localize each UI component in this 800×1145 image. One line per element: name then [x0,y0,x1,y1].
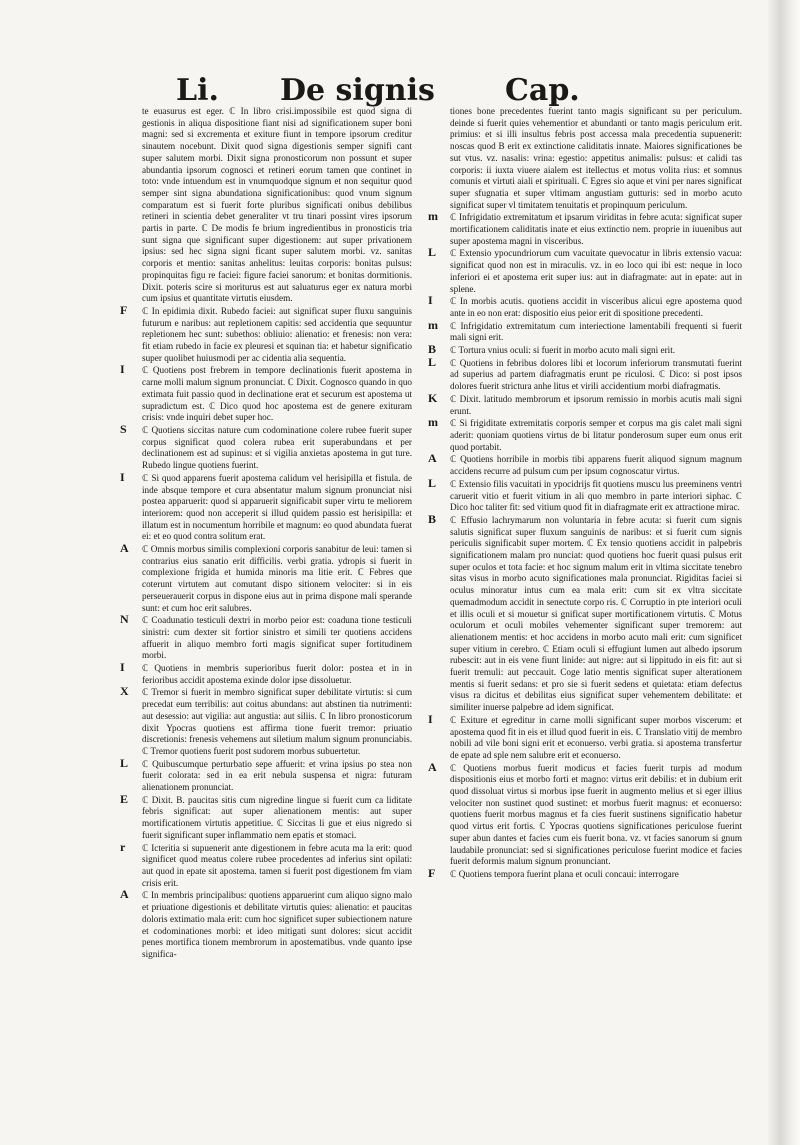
left-text-column [120,106,412,962]
header-chapter: Cap. [505,73,580,108]
paragraph-text: ℂ Tortura vnius oculi: si fuerit in morbo acuto mali signi erit. [450,345,676,356]
paragraph [142,106,412,305]
paragraph [428,317,742,344]
paragraph-text: ℂ Quotiens tempora fuerint plana et oculi concaui: interrogare [450,869,679,879]
margin-marker: r [120,839,126,854]
paragraph-text: ℂ Effusio lachrymarum non voluntaria in febre acuta: si fuerit cum signis salutis significat super fluxum sanguinis de naribus: et si fuerit cum signis periculis significabit super mortem. ℂ Ex tensio quotiens accidit in palpebris significationem malam pro nunciat: quod quotiens hoc fuerit quasi pulsus erit super oculos et tota facie: et hoc signum malum erit in vltima siccitate tenebro sitas visus in morbo acuto significationes mala pronunciat. Rigiditas faciei si oculus minoratur intus cum ea mala erit: cum sit ex vltra siccitate quemadmodum accidit in senectute corpo ris. ℂ Corruptio in pte interiori oculi et illis oculi et si mouetur si gnificat super mortificationem virtutis. ℂ Motus oculorum et oculi mobiles vehementer significant super tremorem: aut alienationem mentis: et hoc accidens in morbo acuto mali erit: cum significet super vitium in cerebro. ℂ Etiam oculi si effugiunt lumen aut albedo ipsorum rubescit: aut in eis vene fiunt linide: aut nigre: aut si lippitudo in eis fit: aut si fuerit tremuli: aut peccauit. Coge latio mentis significat super alterationem mentis si fuerit sedans: et pro sie si fuerit sedens et quietata: etiam defectus visus ra dicitus et debilitas eius significat super vehementem debilitate: et similiter inuerse palpebre ad idem significat. [450,514,742,713]
paragraph [428,475,742,514]
margin-marker: m [428,415,438,430]
right-text-column [428,106,742,882]
margin-marker: E [120,791,129,806]
paragraph-text: ℂ Dixit. latitudo membrorum et ipsorum remissio in morbis acutis mali signi erunt. [450,393,742,416]
margin-marker: I [120,362,125,377]
paragraph-text: ℂ Omnis morbus similis complexioni corporis sanabitur de leui: tamen si contrarius eius sanatio erit difficilis. verbi gratia. ydropis si fuerit in complexione frigida et humida minoris ma litie erit. ℂ Febres que coterunt virtutem aut comutant dispo sitionem velociter: si in eis perseuerauerit corpus in dispone eius aut in prima dispone mali sperande sunt: et cum hoc erit salubres. [142,544,412,613]
paragraph [120,541,412,614]
margin-marker: X [120,684,129,699]
margin-marker: N [120,612,129,627]
paragraph-text: ℂ Icteritia si supuenerit ante digestionem in febre acuta ma la erit: quod significet quod meatus colere rubee procedentes ad inferius sint opilati: aut quod in epate sit apostema. tamen si fuerit post digestionem fm viam crisis erit. [142,842,412,888]
paragraph-text: ℂ Dixit. B. paucitas sitis cum nigredine lingue si fuerit cum ca liditate febris significat: aut super alienationem mentis: aut super mortificationem virtutis appetitiue. ℂ Siccitas li gue et eius nigredo si fuerit significant super inflammatio nem epatis et stomaci. [142,794,412,840]
paragraph [428,293,742,319]
paragraph [428,354,742,393]
paragraph-text: tiones bone precedentes fuerint tanto magis significant su per periculum. deinde si fuerit quies vehementior et abundanti or tanto magis periculum erit. primius: et si illi insultus febris post accessa mala precedentia supuenerit: noscas quod B erit ex extinctione caliditatis innate. Maiores significationes be sut vtus. vz. nasalis: vrina: egestio: appetitus animalis: pulsus: et calidi tas corporis: ii iuxta viuere aialem est itellectus et motus volita rius: et somnus comunis et virtuti aiali et spirituali. ℂ Egres sio aque et vini per nares significat super sfugnatia et super vltimam angustiam gutturis: sed in morbo acuto significat super vl timitatem tenuitatis et propinquum periculum. [450,106,742,210]
paragraph [428,209,742,247]
paragraph [428,415,742,453]
paragraph-text: ℂ Si frigiditate extremitatis corporis semper et corpus ma gis calet mali signi aderit: quoniam quotiens virtus de bi litatur ponderosum super eum onus erit quod portabit. [450,418,742,452]
paragraph [428,711,742,762]
paragraph-text: ℂ Quotiens horribile in morbis tibi apparens fuerit aliquod signum magnum accidens recurre ad pulsum cum per ipsum cognoscatur virtus. [450,454,742,477]
margin-marker: B [428,511,437,526]
paragraph [428,390,742,417]
paragraph [428,511,742,714]
paragraph [428,245,742,295]
margin-marker: m [428,317,438,332]
paragraph [120,887,412,960]
paragraph-text: ℂ Extensio ypocundriorum cum vacuitate quevocatur in libris extensio vacua: significat quod non est in miraculis. vz. in eo loco qui ibi est: neque in loco inferiori ei et apostema erit super ius: aut in diafragmate: aut in epate: aut in splene. [450,248,742,294]
paragraph [120,660,412,686]
header-title: De signis [280,73,435,108]
paragraph [120,421,412,472]
header-folio: Li. [176,73,219,108]
margin-marker: B [428,342,437,357]
paragraph [428,451,742,477]
paragraph-text: ℂ Infrigidatio extremitatum cum interiectione lamentabili frequenti si fuerit mali signi erit. [450,320,742,343]
paragraph-text: ℂ In morbis acutis. quotiens accidit in visceribus alicui egre apostema quod ante in eo non erat: dispositio eius peior erit di spositione precedenti. [450,296,742,318]
margin-marker: F [120,302,128,317]
margin-marker: A [120,541,129,556]
paragraph-text: te euasurus est eger. ℂ In libro crisi.impossibile est quod signa di gestionis in aliqua dispositione fiant nisi ad significationem super boni magni: sed si excrementa et exiture fiunt in tempore ipsorum creditur sinautem nocebunt. Dixit quod signa digestionis semper signifi cant super salutem morbi. Dixit signa pronosticorum non possunt et super abundantia ipsorum cognosci et retineri eorum tamen que continet in toto: vnde intuendum est in vnumquodque signum et non sequitur quod semper sint signa abundationa significationibus: quod vnum signum comparatum est si fuerit forte pluribus significati onibus debilibus retineri in scientia debet generaliter vt tru tinari possint vires ipsorum partis in parte. ℂ De modis fe brium ingredientibus in pronosticis tria sunt signa que significant super digestionem: aut super privationem ipsius: sed hec signa signi ficant super salutem morbi. vz. sanitas corporis et mentio: sanitas anhelitus: leuitas corporis: bonitas pulsus: propinquitas figu re faciei: figure faciei sanorum: et bonitas dormitionis. Dixit. poteris scire si moriturus est aut saluaturus eger ex natura morbi cum ipsius et quantitate virtutis eiusdem. [142,106,412,304]
paragraph-text: ℂ Exiture et egreditur in carne molli significant super morbos viscerum: et apostema quod fit in eis et illud quod fuerit in eis. ℂ Translatio vitij de membro nobili ad vile boni signi erit et econuerso. verbi gratia. si apostema transfertur de epate ad sple nem salubre erit et econuerso. [450,714,742,760]
paragraph-text: ℂ Tremor si fuerit in membro significat super debilitate virtutis: si cum precedat eum terribilis: aut coitus abundans: aut abstinen tia nutrimenti: aut desessio: aut vigilia: aut angustia: aut siliis. ℂ In libro pronosticorum dixit Ypocras quotiens est affirma tione fuerit tremor: priuatio discretionis: frenesis vehemens aut siletium malum signum pronunciabis. ℂ Tremor quotiens fuerit post sudorem morbus subuertetur. [142,687,412,756]
paragraph [428,759,742,868]
paragraph-text: ℂ Quotiens in membris superioribus fuerit dolor: postea et in in ferioribus accidit apostema exinde dolor ipse dissoluetur. [142,663,412,685]
paragraph [120,362,412,424]
margin-marker: A [428,451,437,466]
paragraph-text: ℂ In membris principalibus: quotiens apparuerint cum aliquo signo malo et priuatione digestionis et debilitate virtutis quies: alienatio: et paucitas doloris extimatio mala erit: cum hoc significet super subiectionem nature et codominationes morbi: et ideo mitigati sunt dolores: sicut accidit penes mortifica tionem membrorum in apostematibus. vnde quanto ipse significa- [142,890,412,959]
margin-marker: L [428,475,437,490]
paragraph-text: ℂ In epidimia dixit. Rubedo faciei: aut significat super fluxu sanguinis futurum e naribus: aut repletionem capitis: sed accidentia que sequuntur repletionem hec sunt: subethos: obliuio: alienatio: et frenesis: non vera: fit etiam rubedo in facie ex pleuresi et squinan tia: et habetur significatio super quolibet huiusmodi per ac cidentia alia sequentia. [142,305,412,363]
page-edge-shadow [768,0,800,1145]
paragraph-text: ℂ Quotiens siccitas nature cum codominatione colere rubee fuerit super corpus significat quod colera rubea erit superabundans et per declinationem est ad supinus: et si vigilia anxietas apostema in gut ture. Rubedo lingue quotiens fuerint. [142,424,412,471]
margin-marker: I [120,660,125,675]
margin-marker: L [120,755,129,770]
paragraph [428,866,742,881]
margin-marker: L [428,354,437,369]
paragraph-text: ℂ Quotiens morbus fuerit modicus et facies fuerit turpis ad modum dispositionis eius et morbo forti et magno: virtus erit debilis: et in dubium erit quod dissoluat virtus si morbus ipse fuerit in augmento melius et si eger illius velociter non sustinet quod sustinet: et morbus fuerit magnus: et econuerso: quotiens fuerit morbus magnus et fa cies fuerit sustinens significatio habetur quod virtus erit fortis. ℂ Ypocras quotiens significationes periculose fuerint super abun dantes et facies cum eis fuerit bona. vz. vt facies sanorum si gnum laudabile pronunciat: sed si significationes periculose fuerint modice et facies fuerit deformis malum signum pronunciant. [450,762,742,867]
margin-marker: S [120,421,127,436]
paragraph [120,839,412,890]
margin-marker: A [120,887,129,902]
paragraph [120,469,412,543]
paragraph-text: ℂ Quotiens post frebrem in tempore declinationis fuerit apostema in carne molli malum signum pronunciat. ℂ Dixit. Cognosco quando in quo extimata fuit passio quod in declinatione erat et securum est apostema ut supradictum est. ℂ Dico quod hoc apostema est de genere exituram crisis: vnde inquiri debet super hoc. [142,365,412,423]
paragraph [120,755,412,794]
paragraph [428,342,742,357]
paragraph [120,612,412,662]
paragraph-text: ℂ Quotiens in febribus dolores libi et locorum inferiorum transmutati fuerint ad superius ad partem diafragmatis erunt pe riculosi. ℂ Dico: si post ipsos dolores fuerit strictura anhe litus et virili accidentium morbi diafragmatis. [450,357,742,392]
paragraph-text: ℂ Coadunatio testiculi dextri in morbo peior est: coaduna tione testiculi sinistri: cum dexter sit fortior sinistro et simili ter quotiens accidens affuerit in aliquo membro forti magis significat super fortitudinem morbi. [142,615,412,661]
paragraph [450,106,742,211]
margin-marker: m [428,209,438,224]
paragraph-text: ℂ Si quod apparens fuerit apostema calidum vel herisipilla et fistula. de inde absque tempore et cura absentatur malum signum pronunciat nisi postea apparuerit: quod si apparuerit significabit super virtu te meliorem interiorem: quod non acceperit si illud quidem passio est herisipilla: et illatum est in nocumentum horribile et magnum: eo quod abundata fuerat ei: et eo quod contra solitum erat. [142,472,412,542]
margin-marker: I [428,293,433,308]
paragraph [120,302,412,365]
paragraph [120,684,412,757]
margin-marker: I [120,469,125,484]
paragraph-text: ℂ Extensio filis vacuitati in ypocidrijs fit quotiens muscu lus preeminens ventri caruerit vitio et fuerit vitium in ali quo membro in parte interiori siphac. ℂ Dico hoc taliter fit: sed vitium quod fit in diafragmate erit ex attractione mirac. [450,478,742,513]
margin-marker: K [428,390,438,405]
paragraph-text: ℂ Infrigidatio extremitatum et ipsarum viriditas in febre acuta: significat super mortificationem caliditatis inate et eius extinctio nem. proprie in iuuenibus aut super apostema magni in visceribus. [450,212,742,246]
margin-marker: I [428,711,433,726]
margin-marker: A [428,759,437,774]
margin-marker: L [428,245,437,260]
paragraph [120,791,412,842]
paragraph-text: ℂ Quibuscumque perturbatio sepe affuerit: et vrina ipsius po stea non fuerit colorata: sed in ea erit nebula suspensa et nigra: futuram alienationem pronunciat. [142,758,412,793]
margin-marker: F [428,866,436,880]
